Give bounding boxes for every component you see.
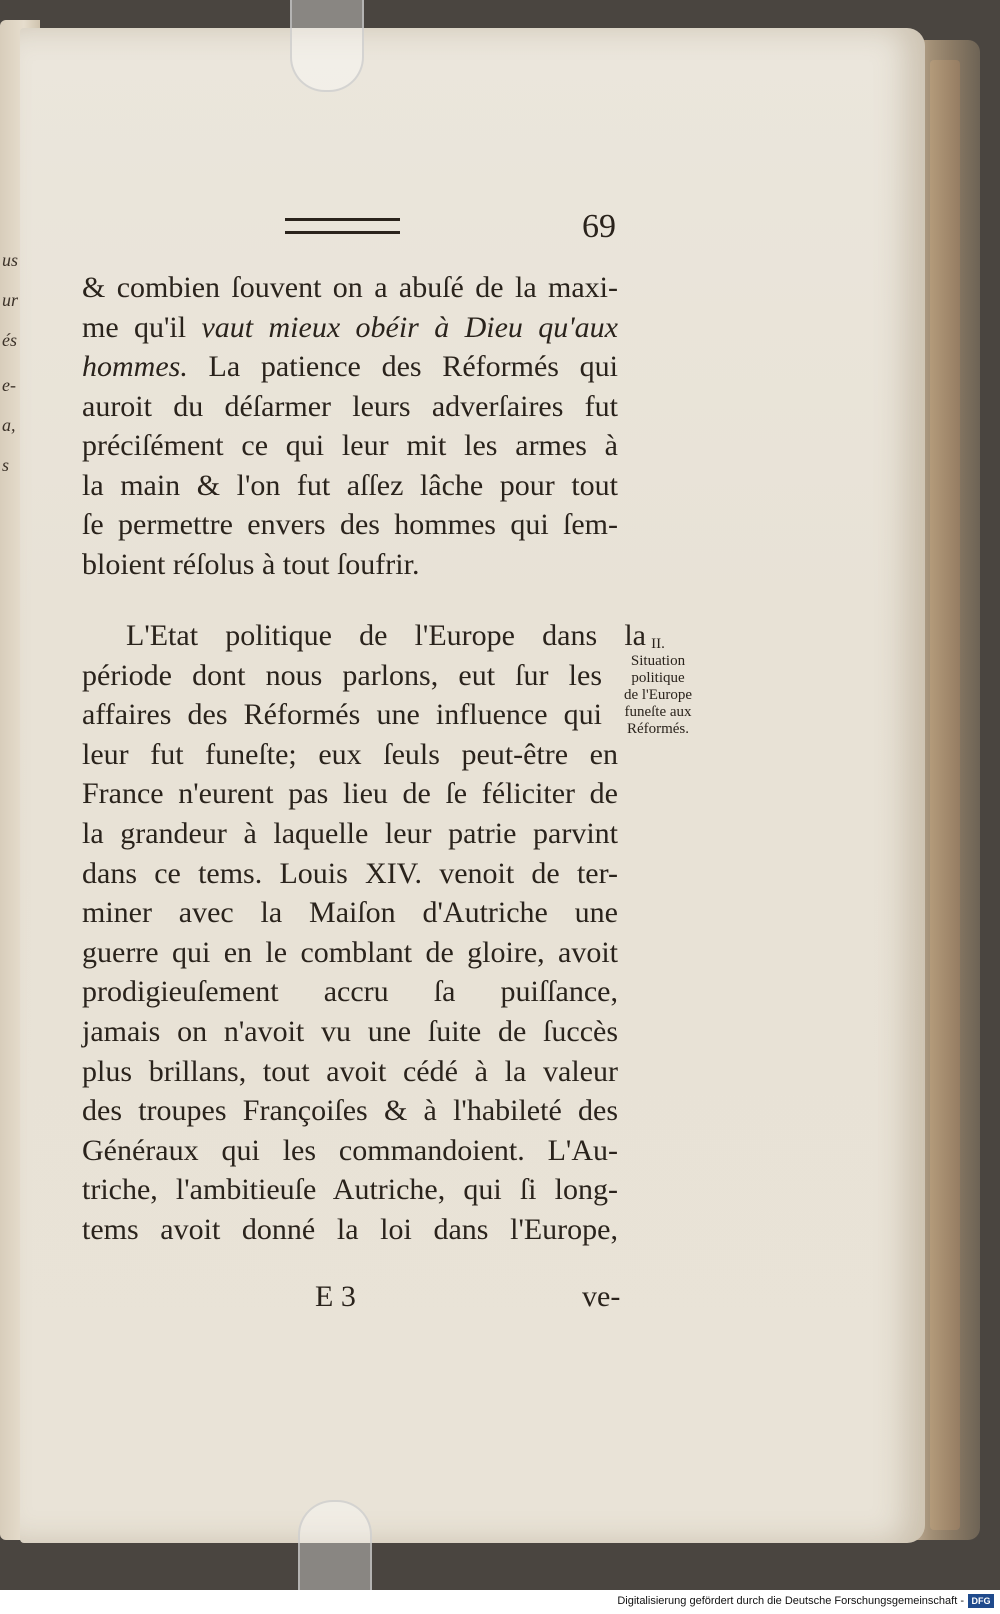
text-segment: hommes. bbox=[82, 350, 188, 383]
text-line: période dont nous parlons, eut ſur les bbox=[82, 658, 602, 692]
text-segment: & combien ſouvent on a abuſé de la maxi- bbox=[82, 271, 618, 304]
left-page-fragment: s bbox=[2, 455, 10, 475]
marginal-note-line: funeſte aux bbox=[624, 704, 692, 720]
text-line: jamais on n'avoit vu une ſuite de ſuccès bbox=[82, 1015, 618, 1048]
text-segment: la main & l'on fut aſſez lâche pour tout bbox=[82, 468, 618, 502]
scanner-clip-bottom bbox=[298, 1500, 372, 1592]
catchword: ve- bbox=[582, 1280, 621, 1313]
text-line: leur fut funeſte; eux ſeuls peut-être en bbox=[82, 737, 618, 771]
left-page-fragment: e- bbox=[2, 375, 16, 395]
page-number: 69 bbox=[582, 208, 616, 245]
text-line: affaires des Réformés une influence qui bbox=[82, 698, 602, 732]
text-line bbox=[82, 308, 618, 348]
marginal-note-line: Réformés. bbox=[626, 721, 690, 737]
text-line bbox=[82, 387, 618, 427]
text-line: tems avoit donné la loi dans l'Europe, bbox=[82, 1213, 618, 1246]
text-line bbox=[82, 545, 618, 585]
left-page-fragment: a, bbox=[2, 415, 16, 435]
text-line bbox=[82, 466, 618, 506]
text-line: miner avec la Maiſon d'Autriche une bbox=[82, 896, 618, 930]
header-ornament-rule bbox=[285, 218, 400, 234]
left-page-fragment: ur bbox=[2, 290, 19, 310]
page-edge-stain bbox=[930, 60, 960, 1530]
text-segment: préciſément ce qui leur mit les armes à bbox=[82, 429, 618, 462]
marginal-note-line: politique bbox=[631, 670, 685, 686]
text-segment: ſe permettre envers des hommes qui ſem- bbox=[82, 508, 618, 541]
text-line: prodigieuſement accru ſa puiſſance, bbox=[82, 975, 618, 1009]
text-line: dans ce tems. Louis XIV. venoit de ter- bbox=[82, 856, 618, 890]
text-line bbox=[82, 505, 618, 545]
text-line bbox=[82, 268, 618, 308]
marginal-note bbox=[618, 636, 698, 738]
text-line: France n'eurent pas lieu de ſe féliciter de bbox=[82, 777, 618, 811]
text-line: la grandeur à laquelle leur patrie parvint bbox=[82, 817, 618, 850]
text-segment: vaut mieux obéir à Dieu qu'aux bbox=[201, 310, 619, 344]
signature-mark: E 3 bbox=[315, 1280, 356, 1313]
text-segment: me qu'il bbox=[82, 310, 202, 344]
text-segment: La patience des Réformés qui bbox=[187, 350, 618, 383]
marginal-note-line: II. bbox=[651, 636, 665, 652]
footer-credit: Digitalisierung gefördert durch die Deutsche Forschungsgemeinschaft - bbox=[617, 1595, 964, 1607]
marginal-note-line: de l'Europe bbox=[623, 687, 693, 703]
text-line: Généraux qui les commandoient. L'Au- bbox=[82, 1133, 618, 1167]
text-line: plus brillans, tout avoit cédé à la valeur bbox=[82, 1054, 618, 1088]
text-line: des troupes Françoiſes & à l'habileté des bbox=[82, 1094, 618, 1128]
text-line: L'Etat politique de l'Europe dans la bbox=[126, 619, 646, 652]
text-line: guerre qui en le comblant de gloire, avoit bbox=[82, 935, 618, 969]
text-segment: auroit du déſarmer leurs adverſaires fut bbox=[82, 389, 618, 423]
scanner-clip-top bbox=[290, 0, 364, 92]
marginal-note-line: Situation bbox=[630, 653, 686, 669]
text-segment: bloient réſolus à tout ſoufrir. bbox=[82, 547, 420, 581]
text-line bbox=[82, 347, 618, 387]
dfg-logo-icon: DFG bbox=[968, 1594, 994, 1608]
left-page-fragment: us bbox=[2, 250, 19, 270]
text-line: triche, l'ambitieuſe Autriche, qui ſi long- bbox=[82, 1173, 618, 1207]
left-page-fragment: és bbox=[2, 330, 17, 350]
text-line bbox=[82, 426, 618, 466]
